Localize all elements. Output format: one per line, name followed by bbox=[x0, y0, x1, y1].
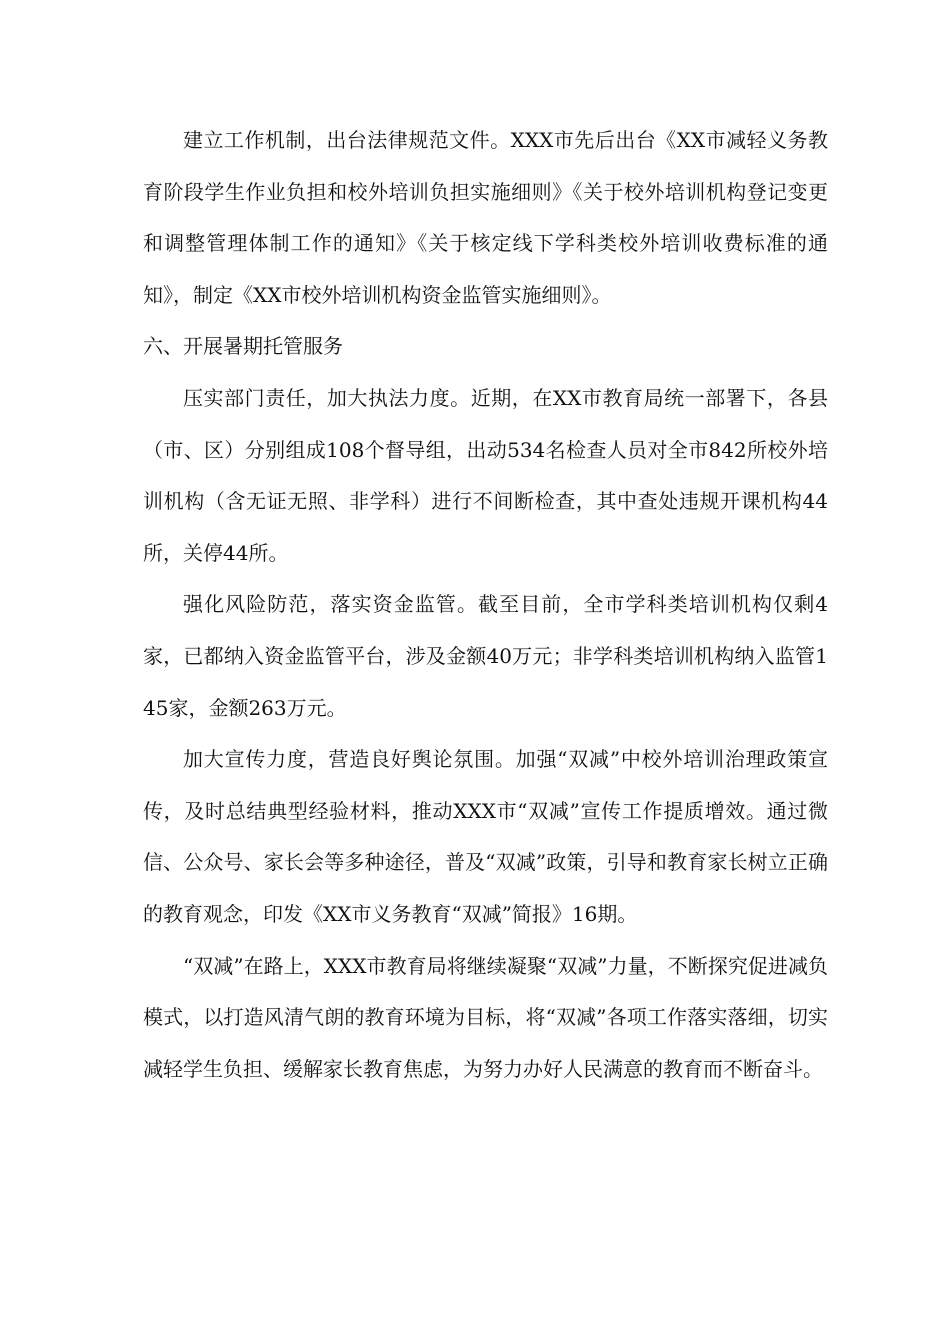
paragraph-conclusion: “双减”在路上，XXX市教育局将继续凝聚“双减”力量，不断探究促进减负模式，以打造风清气朗的教育环境为目标，将“双减”各项工作落实落细，切实减轻学生负担、缓解家长教育焦虑，为努力办好人民满意的教育而不断奋斗。 bbox=[143, 953, 828, 1081]
paragraph-enforcement: 压实部门责任，加大执法力度。近期，在XX市教育局统一部署下，各县（市、区）分别组成108个督导组，出动534名检查人员对全市842所校外培训机构（含无证无照、非学科）进行不间断检查，其中查处违规开课机构44所，关停44所。 bbox=[143, 385, 828, 565]
paragraph-fund-supervision: 强化风险防范，落实资金监管。截至目前，全市学科类培训机构仅剩4家，已都纳入资金监管平台，涉及金额40万元；非学科类培训机构纳入监管145家，金额263万元。 bbox=[143, 592, 828, 720]
paragraph-publicity: 加大宣传力度，营造良好舆论氛围。加强“双减”中校外培训治理政策宣传，及时总结典型经验材料，推动XXX市“双减”宣传工作提质增效。通过微信、公众号、家长会等多种途径，普及“双减”政策，引导和教育家长树立正确的教育观念，印发《XX市义务教育“双减”简报》16期。 bbox=[143, 747, 828, 926]
document-body bbox=[143, 115, 828, 1095]
section-heading-summer-care: 六、开展暑期托管服务 bbox=[143, 334, 343, 359]
paragraph-mechanism: 建立工作机制，出台法律规范文件。XXX市先后出台《XX市减轻义务教育阶段学生作业负担和校外培训负担实施细则》《关于校外培训机构登记变更和调整管理体制工作的通知》《关于核定线下学科类校外培训收费标准的通知》，制定《XX市校外培训机构资金监管实施细则》。 bbox=[143, 128, 828, 307]
